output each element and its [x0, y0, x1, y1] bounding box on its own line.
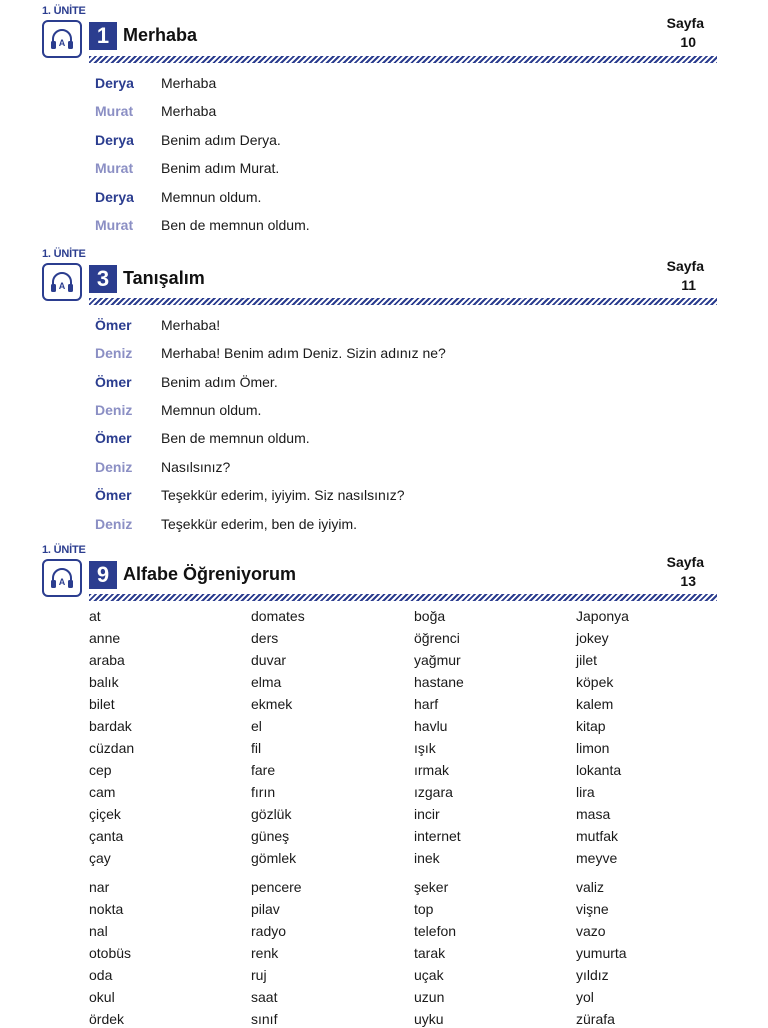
word-item: cüzdan [89, 740, 135, 756]
dialogue-line [95, 400, 735, 420]
sayfa-label: Sayfa [666, 554, 704, 570]
word-item: boğa [414, 608, 446, 624]
utterance: Merhaba [161, 75, 217, 91]
word-item: uyku [414, 1011, 444, 1027]
audio-headphones-icon[interactable] [42, 263, 82, 301]
utterance: Ben de memnun oldum. [161, 430, 310, 446]
word-item: limon [576, 740, 610, 756]
word-item: okul [89, 989, 115, 1005]
section-divider [89, 56, 717, 63]
dialogue-line [95, 457, 735, 477]
word-item: havlu [414, 718, 448, 734]
utterance: Merhaba [161, 103, 217, 119]
dialogue-line [95, 343, 735, 363]
word-item: yol [576, 989, 594, 1005]
word-item: elma [251, 674, 282, 690]
speaker-name: Deniz [95, 345, 133, 361]
speaker-name: Derya [95, 132, 134, 148]
word-item: lira [576, 784, 595, 800]
word-item: masa [576, 806, 611, 822]
word-item: fare [251, 762, 276, 778]
lesson-number: 3 [89, 265, 117, 293]
word-item: internet [414, 828, 461, 844]
utterance: Teşekkür ederim, ben de iyiyim. [161, 516, 358, 532]
word-item: duvar [251, 652, 287, 668]
word-item: hastane [414, 674, 464, 690]
lesson-title: Tanışalım [123, 268, 205, 288]
speaker-name: Deniz [95, 402, 133, 418]
word-item: ışık [414, 740, 436, 756]
word-item: balık [89, 674, 119, 690]
word-item: jokey [576, 630, 609, 646]
word-item: fırın [251, 784, 276, 800]
utterance: Benim adım Murat. [161, 160, 280, 176]
word-item: uçak [414, 967, 444, 983]
word-item: araba [89, 652, 125, 668]
word-item: nal [89, 923, 108, 939]
word-item: el [251, 718, 262, 734]
word-item: kitap [576, 718, 606, 734]
dialogue-line [95, 428, 735, 448]
word-item: ördek [89, 1011, 125, 1027]
lesson-title: Alfabe Öğreniyorum [123, 564, 297, 584]
utterance: Ben de memnun oldum. [161, 217, 310, 233]
word-item: çay [89, 850, 111, 866]
speaker-name: Ömer [95, 430, 132, 446]
word-item: top [414, 901, 434, 917]
word-item: radyo [251, 923, 287, 939]
lesson-number: 9 [89, 561, 117, 589]
word-item: Japonya [576, 608, 629, 624]
dialogue-line [95, 73, 735, 93]
word-item: yıldız [576, 967, 609, 983]
dialogue-line [95, 187, 735, 207]
word-item: fil [251, 740, 262, 756]
word-item: otobüs [89, 945, 132, 961]
speaker-name: Deniz [95, 459, 133, 475]
word-item: zürafa [576, 1011, 615, 1027]
sayfa-label: Sayfa [666, 15, 704, 31]
word-item: at [89, 608, 101, 624]
word-item: vazo [576, 923, 606, 939]
page-number: 11 [681, 277, 696, 293]
dialogue-line [95, 130, 735, 150]
word-item: şeker [414, 879, 449, 895]
word-item: nar [89, 879, 110, 895]
word-item: çiçek [89, 806, 121, 822]
word-item: öğrenci [414, 630, 460, 646]
utterance: Merhaba! Benim adım Deniz. Sizin adınız ne? [161, 345, 446, 361]
word-item: anne [89, 630, 121, 646]
word-item: sınıf [251, 1011, 278, 1027]
svg-text:A: A [58, 281, 66, 291]
dialogue-line [95, 485, 735, 505]
word-item: ızgara [414, 784, 453, 800]
word-item: cam [89, 784, 116, 800]
word-item: valiz [576, 879, 605, 895]
word-item: domates [251, 608, 305, 624]
word-item: güneş [251, 828, 290, 844]
word-item: inek [414, 850, 440, 866]
word-item: bilet [89, 696, 115, 712]
word-item: ırmak [414, 762, 449, 778]
speaker-name: Deniz [95, 516, 133, 532]
word-item: köpek [576, 674, 614, 690]
utterance: Teşekkür ederim, iyiyim. Siz nasılsınız? [161, 487, 405, 503]
word-item: gömlek [251, 850, 297, 866]
dialogue-line [95, 372, 735, 392]
speaker-name: Ömer [95, 374, 132, 390]
page-number: 13 [680, 573, 696, 589]
word-item: renk [251, 945, 279, 961]
speaker-name: Ömer [95, 317, 132, 333]
unit-label: 1. ÜNİTE [42, 544, 86, 556]
speaker-name: Derya [95, 75, 134, 91]
page-number: 10 [680, 34, 696, 50]
utterance: Benim adım Ömer. [161, 374, 278, 390]
page-reference [644, 257, 704, 295]
sayfa-label: Sayfa [666, 258, 704, 274]
word-item: harf [414, 696, 439, 712]
audio-headphones-icon[interactable] [42, 559, 82, 597]
word-item: yağmur [414, 652, 461, 668]
word-item: pencere [251, 879, 302, 895]
word-item: gözlük [251, 806, 292, 822]
dialogue-line [95, 215, 735, 235]
word-item: saat [251, 989, 278, 1005]
word-item: bardak [89, 718, 132, 734]
lesson-title: Merhaba [123, 25, 198, 45]
speaker-name: Ömer [95, 487, 132, 503]
word-item: meyve [576, 850, 618, 866]
speaker-name: Murat [95, 160, 134, 176]
dialogue-line [95, 315, 735, 335]
utterance: Memnun oldum. [161, 402, 262, 418]
page-reference [644, 553, 704, 591]
word-item: çanta [89, 828, 124, 844]
dialogue-line [95, 514, 735, 534]
audio-headphones-icon[interactable] [42, 20, 82, 58]
utterance: Nasılsınız? [161, 459, 231, 475]
utterance: Benim adım Derya. [161, 132, 281, 148]
svg-text:A: A [58, 38, 66, 48]
page-reference [644, 14, 704, 52]
unit-label: 1. ÜNİTE [42, 5, 86, 17]
word-item: uzun [414, 989, 445, 1005]
word-item: ruj [251, 967, 267, 983]
word-item: cep [89, 762, 112, 778]
utterance: Memnun oldum. [161, 189, 262, 205]
unit-label: 1. ÜNİTE [42, 248, 86, 260]
word-item: lokanta [576, 762, 622, 778]
word-item: tarak [414, 945, 446, 961]
word-item: yumurta [576, 945, 627, 961]
word-item: ders [251, 630, 279, 646]
section-divider [89, 298, 717, 305]
speaker-name: Murat [95, 103, 134, 119]
dialogue-line [95, 101, 735, 121]
word-item: pilav [251, 901, 280, 917]
word-item: vişne [576, 901, 609, 917]
utterance: Merhaba! [161, 317, 221, 333]
svg-text:A: A [58, 577, 66, 587]
speaker-name: Murat [95, 217, 134, 233]
section-divider [89, 594, 717, 601]
lesson-number: 1 [89, 22, 117, 50]
word-item: ekmek [251, 696, 293, 712]
speaker-name: Derya [95, 189, 134, 205]
word-item: nokta [89, 901, 124, 917]
word-item: mutfak [576, 828, 619, 844]
word-item: telefon [414, 923, 457, 939]
word-item: incir [414, 806, 440, 822]
dialogue-line [95, 158, 735, 178]
word-item: jilet [576, 652, 598, 668]
word-item: kalem [576, 696, 614, 712]
word-item: oda [89, 967, 113, 983]
